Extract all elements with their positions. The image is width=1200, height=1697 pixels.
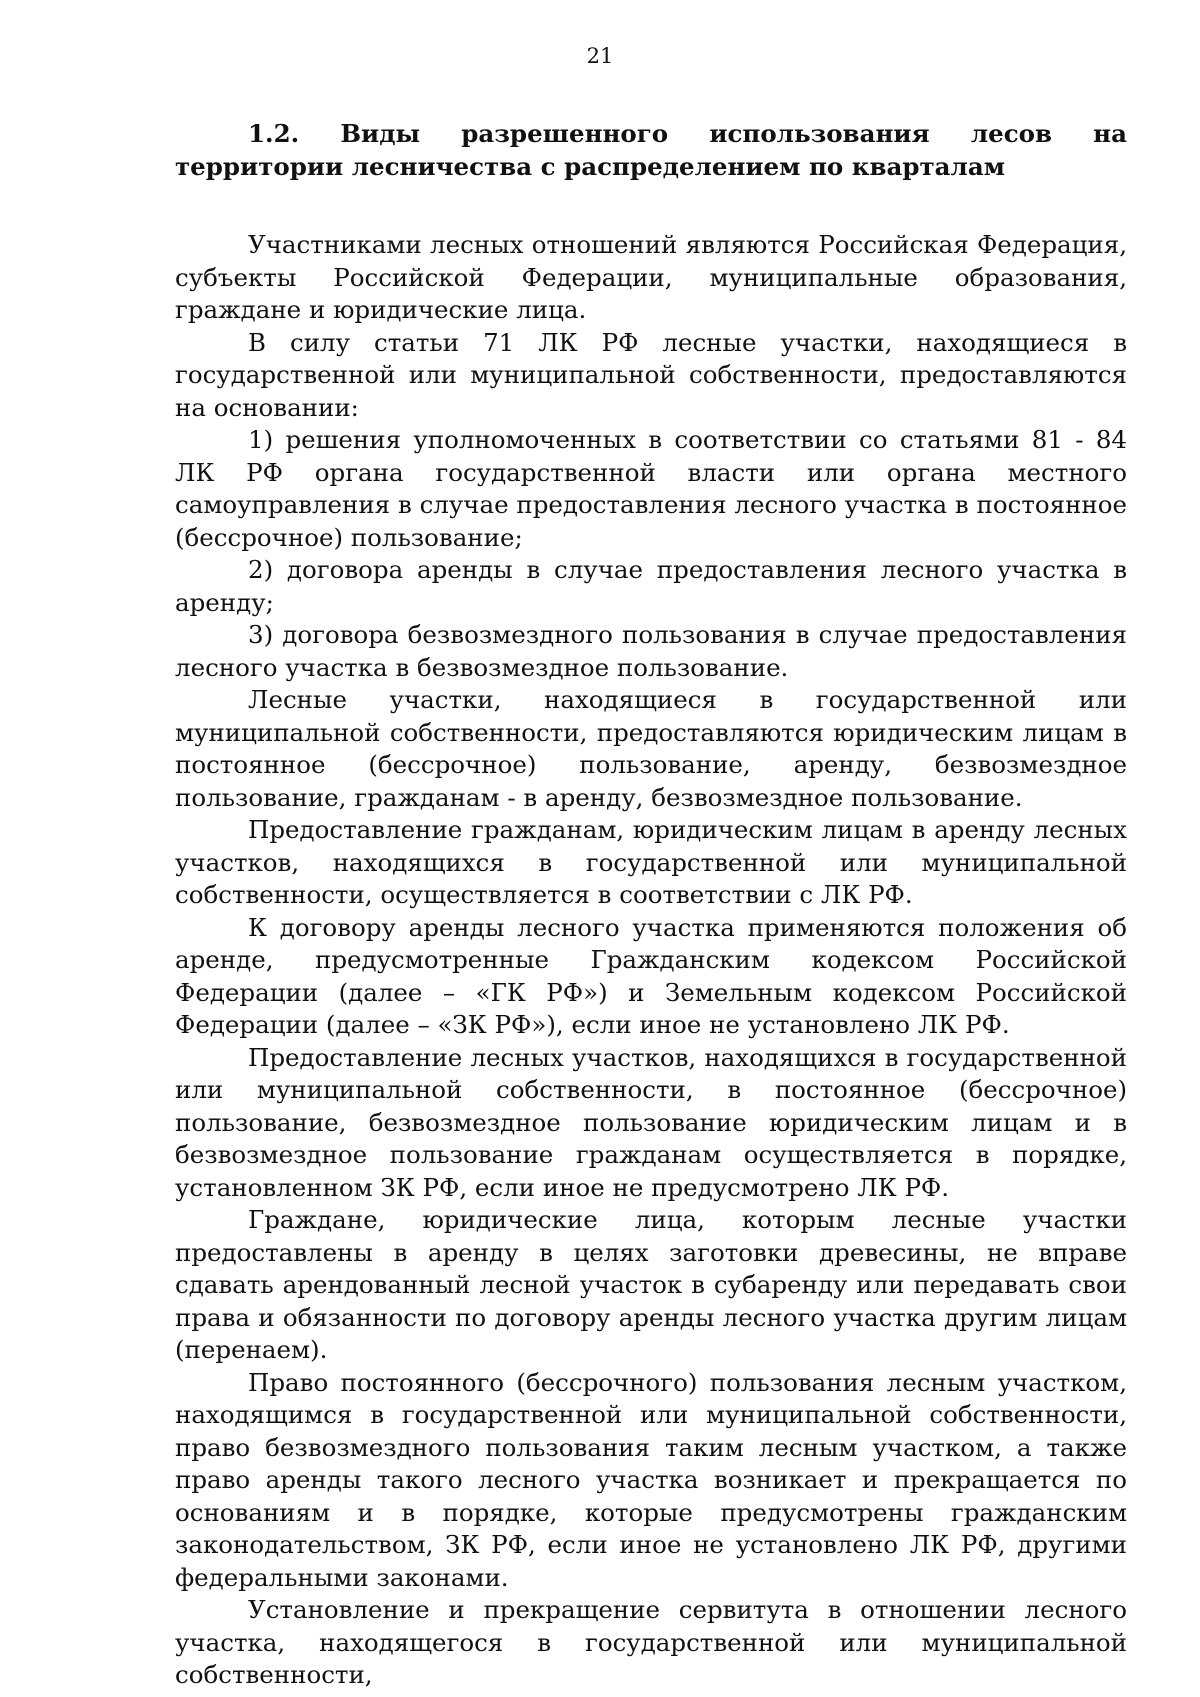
paragraph: Право постоянного (бессрочного) пользования лесным участком, находящимся в государственной или муниципальной собственности, право безвозмездного пользования таким лесным участком, а также право аренды такого лесного участка возникает и прекращается по основаниям и в порядке, которые предусмотрены гражданским законодательством, ЗК РФ, если иное не установлено ЛК РФ, другими федеральными законами. [175,1367,1127,1592]
paragraph: Лесные участки, находящиеся в государственной или муниципальной собственности, предоставляются юридическим лицам в постоянное (бессрочное) пользование, аренду, безвозмездное пользование, гражданам - в аренду, безвозмездное пользование. [175,685,1127,812]
paragraph: Участниками лесных отношений являются Российская Федерация, субъекты Российской Федерации, муниципальные образования, граждане и юридические лица. [175,230,1127,324]
paragraph: К договору аренды лесного участка применяются положения об аренде, предусмотренные Гражданским кодексом Российской Федерации (далее – «ГК РФ») и Земельным кодексом Российской Федерации (далее – «ЗК РФ»), если иное не установлено ЛК РФ. [175,912,1127,1039]
paragraph: В силу статьи 71 ЛК РФ лесные участки, находящиеся в государственной или муниципальной собственности, предоставляются на основании: [175,327,1127,422]
paragraph: Граждане, юридические лица, которым лесные участки предоставлены в аренду в целях заготовки древесины, не вправе сдавать арендованный лесной участок в субаренду или передавать свои права и обязанности по договору аренды лесного участка другим лицам (перенаем). [175,1205,1127,1364]
list-item: 2) договора аренды в случае предоставления лесного участка в аренду; [175,555,1127,617]
list-item: 3) договора безвозмездного пользования в случае предоставления лесного участка в безвозмездное пользование. [175,620,1127,682]
page-number: 21 [586,44,614,68]
paragraph: Предоставление гражданам, юридическим лицам в аренду лесных участков, находящихся в государственной или муниципальной собственности, осуществляется в соответствии с ЛК РФ. [175,815,1127,909]
paragraph: Установление и прекращение сервитута в отношении лесного участка, находящегося в государственной или муниципальной собственности, [175,1595,1127,1689]
section-heading: 1.2. Виды разрешенного использования лесов на территории лесничества с распределением по кварталам [175,119,1127,181]
paragraph: Предоставление лесных участков, находящихся в государственной или муниципальной собственности, в постоянное (бессрочное) пользование, безвозмездное пользование юридическим лицам и в безвозмездное пользование гражданам осуществляется в порядке, установленном ЗК РФ, если иное не предусмотрено ЛК РФ. [175,1042,1127,1202]
page-content [175,118,1127,1692]
list-item: 1) решения уполномоченных в соответствии со статьями 81 - 84 ЛК РФ органа государственной власти или органа местного самоуправления в случае предоставления лесного участка в постоянное (бессрочное) пользование; [175,425,1127,552]
